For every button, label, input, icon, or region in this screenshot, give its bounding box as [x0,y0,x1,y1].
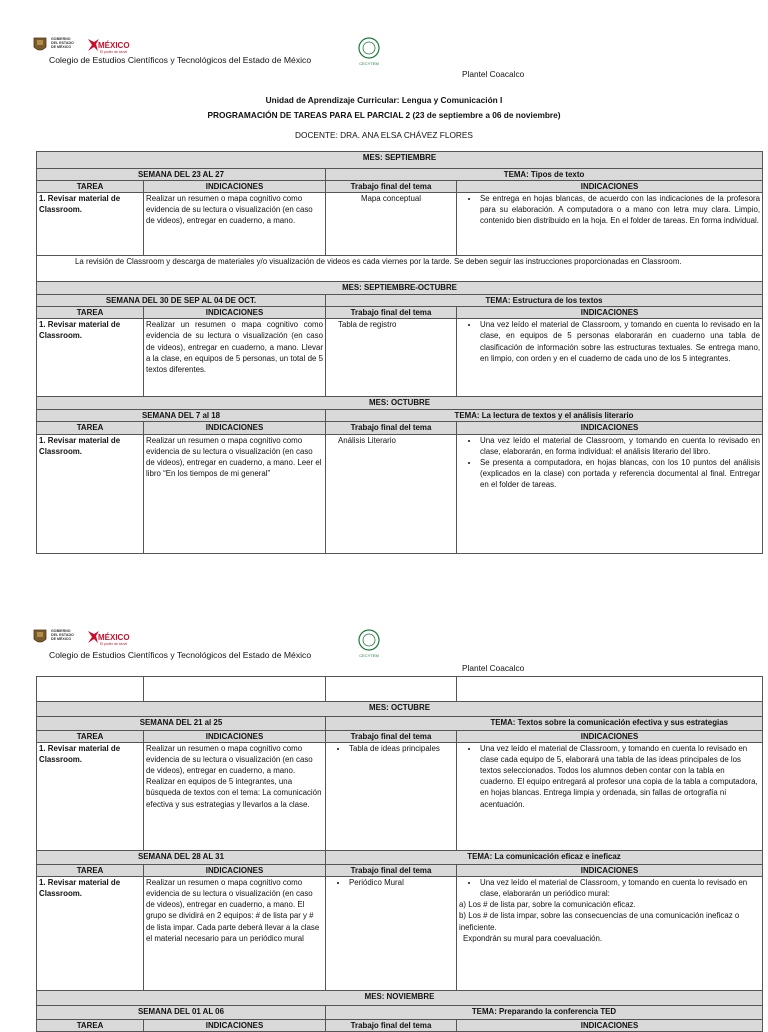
col-indicaciones: INDICACIONES [144,1020,326,1032]
topic-header: TEMA: Tipos de texto [326,169,763,181]
mex-logo-label: MÉXICO [98,633,130,642]
cecytem-logo-label: CECYTEM [359,61,379,66]
state-logo-text: GOBIERNO DEL ESTADO DE MÉXICO [51,629,74,642]
col-indicaciones: INDICACIONES [144,181,326,193]
instructions-cell: Realizar un resumen o mapa cognitivo como evidencia de su lectura o visualización (en caso de videos), entregar en cuaderno, a mano. [144,193,326,256]
cecytem-logo-icon [355,628,383,660]
col-tarea: TAREA [37,731,144,743]
col-indicaciones2: INDICACIONES [457,422,763,434]
instructions-cell: Realizar un resumen o mapa cognitivo como evidencia de su lectura o visualización (en caso de videos), entregar en cuaderno, a mano. Leer el libro “En los tiempos de mi general” [144,434,326,553]
col-tarea: TAREA [37,181,144,193]
cecytem-logo-label: CECYTEM [359,653,379,658]
col-tarea: TAREA [37,865,144,877]
topic-header: TEMA: Preparando la conferencia TED [326,1006,763,1020]
topic-header: TEMA: La comunicación eficaz e ineficaz [326,851,763,865]
plantel-name: Plantel Coacalco [462,69,525,79]
teacher-name: DOCENTE: DRA. ANA ELSA CHÁVEZ FLORES [295,130,473,140]
col-indicaciones2: INDICACIONES [457,181,763,193]
edomex-logo-icon [84,628,140,646]
col-trabajo: Trabajo final del tema [326,731,457,743]
final-instructions-cell [457,743,763,851]
empty-cell [37,677,144,702]
col-tarea: TAREA [37,1020,144,1032]
col-tarea: TAREA [37,422,144,434]
task-cell: 1. Revisar material de Classroom. [37,743,144,851]
option-c: Expondrán su mural para coevaluación. [463,933,603,943]
task-cell: 1. Revisar material de Classroom. [37,877,144,991]
col-indicaciones: INDICACIONES [144,731,326,743]
list-item: • Se presenta a computadora, en hojas blancas, con los 10 puntos del análisis (explicados en la clase) con portada y referencia documental al final. Entregar en el folder de tareas. [479,457,760,490]
option-b: b) Los # de lista impar, sobre las consecuencias de una comunicación ineficaz o ineficiente. [459,911,740,932]
schedule-table-page2 [36,676,763,1032]
instructions-cell: Realizar un resumen o mapa cognitivo como evidencia de su lectura o visualización (en caso de videos), entregar en cuaderno, a mano. Realizar en equipos de 5 integrantes, una búsqueda de textos con el tema: La comunicación efectiva y sus estrategias y llevarlos a la clase. [144,743,326,851]
col-indicaciones2: INDICACIONES [457,731,763,743]
col-tarea: TAREA [37,307,144,319]
list-item: • Se entrega en hojas blancas, de acuerdo con las indicaciones de la profesora para su elaboración. A computadora o a mano con letra muy clara. Limpio, contenido bien distribuido en la hoja. En el folder de tareas. En forma individual. [479,193,760,226]
instructions-cell: Realizar un resumen o mapa cognitivo como evidencia de su lectura o visualización (en caso de videos), entregar en cuaderno, a mano. Llevar a la clase, en equipos de 5 personas, un total de 5 textos diferentes. [144,319,326,397]
option-a: a) Los # de lista par, sobre la comunicación eficaz. [459,900,636,910]
col-trabajo: Trabajo final del tema [326,307,457,319]
state-coat-of-arms-icon [33,628,47,646]
empty-cell [144,677,326,702]
state-coat-of-arms-icon [33,36,47,54]
final-work-cell: Análisis Literario [326,434,457,553]
list-item: • Tabla de ideas principales [348,743,454,754]
classroom-note: La revisión de Classroom y descarga de materiales y/o visualización de videos es cada viernes por la tarde. Se deben seguir las instrucciones proporcionadas en Classroom. [37,256,763,282]
plantel-name: Plantel Coacalco [462,663,525,673]
col-trabajo: Trabajo final del tema [326,865,457,877]
final-instructions-cell [457,319,763,397]
final-work-cell [326,877,457,991]
topic-header: TEMA: Estructura de los textos [326,295,763,307]
empty-cell [457,677,763,702]
cecytem-logo-icon [355,36,383,68]
empty-cell [326,677,457,702]
mex-logo-sub: El poder de servir [100,642,128,646]
month-header: MES: SEPTIEMBRE [37,152,763,169]
month-header: MES: OCTUBRE [37,397,763,410]
edomex-logo-icon [84,36,140,54]
month-header: MES: OCTUBRE [37,702,763,717]
month-header: MES: NOVIEMBRE [37,991,763,1006]
final-instructions-cell [457,877,763,991]
col-indicaciones2: INDICACIONES [457,307,763,319]
col-indicaciones: INDICACIONES [144,865,326,877]
week-header: SEMANA DEL 30 DE SEP AL 04 DE OCT. [37,295,326,307]
schedule-table-page1 [36,151,763,554]
week-header: SEMANA DEL 7 al 18 [37,410,326,422]
final-work-cell: Tabla de registro [326,319,457,397]
final-instructions-cell [457,193,763,256]
col-indicaciones2: INDICACIONES [457,865,763,877]
final-work-cell: Mapa conceptual [326,193,457,256]
college-name: Colegio de Estudios Científicos y Tecnológicos del Estado de México [49,55,312,65]
final-instructions-cell [457,434,763,553]
task-cell: 1. Revisar material de Classroom. [37,319,144,397]
list-item: • Una vez leído el material de Classroom, y tomando en cuenta lo revisado en clase, elaborarán un periódico mural: [479,877,760,899]
state-logo-text: GOBIERNO DEL ESTADO DE MÉXICO [51,37,74,50]
mex-logo-sub: El poder de servir [100,50,128,54]
program-title: PROGRAMACIÓN DE TAREAS PARA EL PARCIAL 2 (23 de septiembre a 06 de noviembre) [207,110,561,120]
topic-header: TEMA: Textos sobre la comunicación efectiva y sus estrategias [326,717,763,731]
task-cell: 1. Revisar material de Classroom. [37,193,144,256]
final-work-cell [326,743,457,851]
col-indicaciones2: INDICACIONES [457,1020,763,1032]
list-item: • Una vez leído el material de Classroom, y tomando en cuenta lo revisado en clase cada equipo de 5, elaborará una tabla de las ideas principales de los textos seleccionados. Todos los alumnos deben contar con la tabla en cuaderno. El equipo entregará al profesor una copia de la tabla a computadora, en hojas blancas. Entrega limpia y ordenada, sin fallas de ortografía ni acentuación. [479,743,760,810]
week-header: SEMANA DEL 28 AL 31 [37,851,326,865]
col-trabajo: Trabajo final del tema [326,181,457,193]
week-header: SEMANA DEL 21 al 25 [37,717,326,731]
col-indicaciones: INDICACIONES [144,422,326,434]
col-trabajo: Trabajo final del tema [326,1020,457,1032]
month-header: MES: SEPTIEMBRE-OCTUBRE [37,282,763,295]
list-item: • Una vez leído el material de Classroom, y tomando en cuenta lo revisado en clase, elaborarán, en forma individual: el análisis literario del libro. [479,435,760,457]
unit-title: Unidad de Aprendizaje Curricular: Lengua y Comunicación I [265,95,503,105]
topic-header: TEMA: La lectura de textos y el análisis literario [326,410,763,422]
college-name: Colegio de Estudios Científicos y Tecnológicos del Estado de México [49,650,312,660]
task-cell: 1. Revisar material de Classroom. [37,434,144,553]
instructions-cell: Realizar un resumen o mapa cognitivo como evidencia de su lectura o visualización (en caso de videos), entregar en cuaderno, a mano. El grupo se dividirá en 2 equipos: # de lista par y # de lista impar. Cada parte deberá llevar a la clase el material necesario para un periódico mural [144,877,326,991]
col-trabajo: Trabajo final del tema [326,422,457,434]
list-item: • Periódico Mural [348,877,454,888]
week-header: SEMANA DEL 23 AL 27 [37,169,326,181]
col-indicaciones: INDICACIONES [144,307,326,319]
mex-logo-label: MÉXICO [98,41,130,50]
list-item: • Una vez leído el material de Classroom, y tomando en cuenta lo revisado en la clase, en equipos de 5 personas elaborarán en cuaderno una tabla de clasificación de información sobre las estructuras textuales. Se entrega mano, en limpio, con orden y en el cuaderno de cada uno de los 5 integrantes. [479,319,760,363]
week-header: SEMANA DEL 01 AL 06 [37,1006,326,1020]
